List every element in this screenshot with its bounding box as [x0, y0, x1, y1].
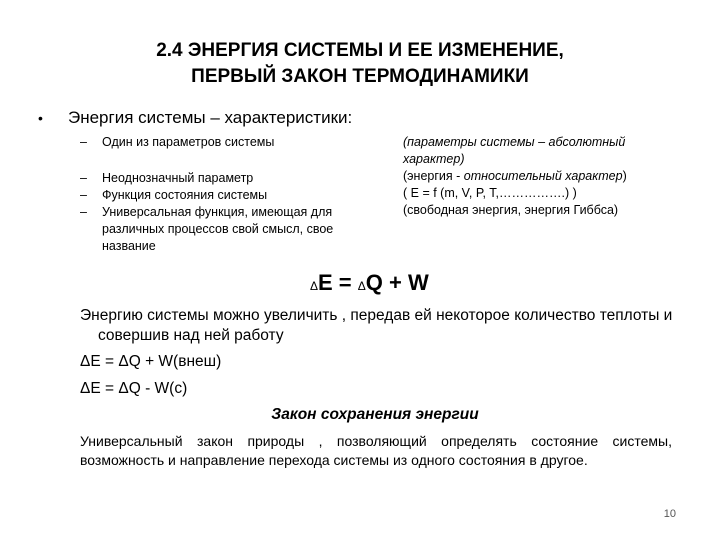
note-1-line-2: характер) — [403, 152, 465, 166]
characteristics-notes — [403, 134, 683, 219]
slide-title — [0, 38, 720, 90]
list-item — [80, 170, 380, 187]
formula-e-part: Е = — [318, 270, 358, 295]
dash-marker: – — [80, 188, 87, 202]
note-3: ( Е = f (m, V, P, T,…………….) ) — [403, 186, 577, 200]
equation-system-work: ΔЕ = ΔQ - W(с) — [80, 380, 188, 397]
delta-symbol: Δ — [357, 279, 366, 293]
universal-law-text: Универсальный закон природы , позволяющий определять состояние системы, возможность и направление перехода системы из одного состояния в другое. — [80, 433, 672, 468]
formula-q-part: Q + W — [365, 270, 429, 295]
law-heading: Закон сохранения энергии — [271, 406, 479, 423]
list-item-text: Один из параметров системы — [102, 135, 275, 149]
dash-marker: – — [80, 205, 87, 219]
list-item-text: Универсальная функция, имеющая для различных процессов свой смысл, свое название — [102, 205, 334, 253]
page-number: 10 — [663, 508, 676, 520]
title-line-1: 2.4 ЭНЕРГИЯ СИСТЕМЫ И ЕЕ ИЗМЕНЕНИЕ, — [156, 40, 564, 61]
characteristics-list — [80, 134, 380, 255]
main-formula — [310, 270, 429, 296]
note-1-line-1: (параметры системы – абсолютный — [403, 135, 626, 149]
list-item-text: Неоднозначный параметр — [102, 171, 254, 185]
bullet-marker: • — [38, 110, 43, 126]
equation-external-work: ΔЕ = ΔQ + W(внеш) — [80, 353, 222, 370]
dash-marker: – — [80, 135, 87, 149]
bullet-text: Энергия системы – характеристики: — [68, 108, 353, 127]
energy-paragraph: Энергию системы можно увеличить , передав ей некоторое количество теплоты и совершив над ней работу — [80, 307, 673, 344]
title-line-2: ПЕРВЫЙ ЗАКОН ТЕРМОДИНАМИКИ — [191, 66, 529, 87]
list-item-text: Функция состояния системы — [102, 188, 268, 202]
note-2-prefix: (энергия - — [403, 169, 464, 183]
list-item — [80, 187, 380, 204]
list-item — [80, 134, 380, 151]
note-2-suffix: ) — [622, 169, 627, 183]
note-2 — [403, 168, 683, 185]
note-4: (свободная энергия, энергия Гиббса) — [403, 203, 619, 217]
delta-symbol: Δ — [310, 279, 319, 293]
note-2-italic: относительный характер — [463, 169, 623, 183]
list-item — [80, 204, 380, 255]
dash-marker: – — [80, 171, 87, 185]
